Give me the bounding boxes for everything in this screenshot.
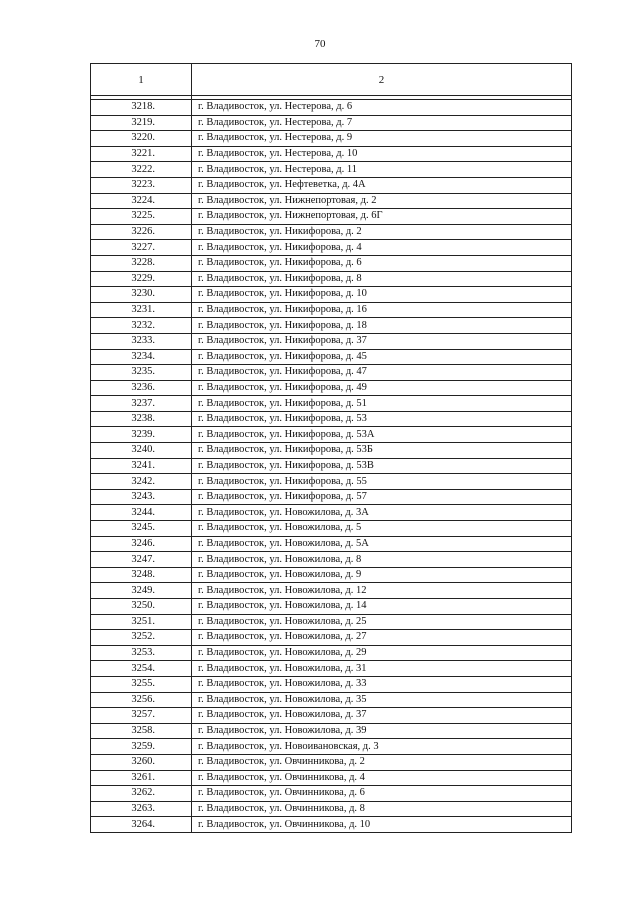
row-number-cell: 3263. (91, 801, 192, 817)
address-cell: г. Владивосток, ул. Овчинникова, д. 2 (192, 754, 572, 770)
table-row (91, 193, 572, 209)
row-number-cell: 3244. (91, 505, 192, 521)
table-row (91, 396, 572, 412)
table-row (91, 380, 572, 396)
address-cell: г. Владивосток, ул. Новожилова, д. 27 (192, 630, 572, 646)
table-row (91, 770, 572, 786)
address-cell: г. Владивосток, ул. Никифорова, д. 18 (192, 318, 572, 334)
row-number-cell: 3232. (91, 318, 192, 334)
address-cell: г. Владивосток, ул. Овчинникова, д. 8 (192, 801, 572, 817)
address-cell: г. Владивосток, ул. Никифорова, д. 37 (192, 333, 572, 349)
table-row (91, 365, 572, 381)
address-cell: г. Владивосток, ул. Никифорова, д. 47 (192, 365, 572, 381)
address-cell: г. Владивосток, ул. Нестерова, д. 7 (192, 115, 572, 131)
address-cell: г. Владивосток, ул. Никифорова, д. 45 (192, 349, 572, 365)
address-cell: г. Владивосток, ул. Никифорова, д. 53 (192, 411, 572, 427)
table-row (91, 224, 572, 240)
column-header-number: 1 (91, 64, 192, 96)
table-row (91, 333, 572, 349)
address-cell: г. Владивосток, ул. Новожилова, д. 8 (192, 552, 572, 568)
table-row (91, 411, 572, 427)
row-number-cell: 3230. (91, 287, 192, 303)
table-row (91, 302, 572, 318)
table-row (91, 474, 572, 490)
header-row (91, 64, 572, 96)
address-cell: г. Владивосток, ул. Никифорова, д. 53А (192, 427, 572, 443)
row-number-cell: 3254. (91, 661, 192, 677)
page-number: 70 (314, 38, 326, 50)
row-number-cell: 3249. (91, 583, 192, 599)
row-number-cell: 3261. (91, 770, 192, 786)
address-cell: г. Владивосток, ул. Никифорова, д. 2 (192, 224, 572, 240)
row-number-cell: 3264. (91, 817, 192, 833)
row-number-cell: 3219. (91, 115, 192, 131)
table-row (91, 754, 572, 770)
address-cell: г. Владивосток, ул. Новожилова, д. 31 (192, 661, 572, 677)
address-cell: г. Владивосток, ул. Никифорова, д. 49 (192, 380, 572, 396)
row-number-cell: 3257. (91, 708, 192, 724)
table-row (91, 489, 572, 505)
row-number-cell: 3255. (91, 676, 192, 692)
address-cell: г. Владивосток, ул. Никифорова, д. 55 (192, 474, 572, 490)
row-number-cell: 3240. (91, 443, 192, 459)
table-row (91, 349, 572, 365)
row-number-cell: 3231. (91, 302, 192, 318)
table-row (91, 661, 572, 677)
address-cell: г. Владивосток, ул. Новожилова, д. 14 (192, 599, 572, 615)
table-row (91, 599, 572, 615)
table-row (91, 692, 572, 708)
row-number-cell: 3236. (91, 380, 192, 396)
row-number-cell: 3250. (91, 599, 192, 615)
row-number-cell: 3223. (91, 177, 192, 193)
address-cell: г. Владивосток, ул. Новожилова, д. 39 (192, 723, 572, 739)
row-number-cell: 3252. (91, 630, 192, 646)
table-row (91, 739, 572, 755)
row-number-cell: 3251. (91, 614, 192, 630)
row-number-cell: 3246. (91, 536, 192, 552)
table-row (91, 255, 572, 271)
table-row (91, 146, 572, 162)
address-cell: г. Владивосток, ул. Новожилова, д. 5А (192, 536, 572, 552)
row-number-cell: 3229. (91, 271, 192, 287)
address-cell: г. Владивосток, ул. Новоивановская, д. 3 (192, 739, 572, 755)
row-number-cell: 3226. (91, 224, 192, 240)
table-row (91, 162, 572, 178)
table-row (91, 131, 572, 147)
row-number-cell: 3260. (91, 754, 192, 770)
row-number-cell: 3228. (91, 255, 192, 271)
address-cell: г. Владивосток, ул. Нестерова, д. 11 (192, 162, 572, 178)
table-row (91, 552, 572, 568)
table-row (91, 287, 572, 303)
row-number-cell: 3221. (91, 146, 192, 162)
row-number-cell: 3234. (91, 349, 192, 365)
row-number-cell: 3247. (91, 552, 192, 568)
table-row (91, 271, 572, 287)
table-row (91, 786, 572, 802)
address-cell: г. Владивосток, ул. Новожилова, д. 35 (192, 692, 572, 708)
address-cell: г. Владивосток, ул. Нижнепортовая, д. 6Г (192, 209, 572, 225)
address-cell: г. Владивосток, ул. Никифорова, д. 4 (192, 240, 572, 256)
address-cell: г. Владивосток, ул. Новожилова, д. 37 (192, 708, 572, 724)
row-number-cell: 3242. (91, 474, 192, 490)
address-cell: г. Владивосток, ул. Нестерова, д. 10 (192, 146, 572, 162)
row-number-cell: 3258. (91, 723, 192, 739)
table-row (91, 817, 572, 833)
address-cell: г. Владивосток, ул. Новожилова, д. 12 (192, 583, 572, 599)
address-cell: г. Владивосток, ул. Овчинникова, д. 4 (192, 770, 572, 786)
row-number-cell: 3237. (91, 396, 192, 412)
table-row (91, 676, 572, 692)
row-number-cell: 3253. (91, 645, 192, 661)
row-number-cell: 3220. (91, 131, 192, 147)
row-number-cell: 3259. (91, 739, 192, 755)
address-cell: г. Владивосток, ул. Никифорова, д. 16 (192, 302, 572, 318)
address-cell: г. Владивосток, ул. Новожилова, д. 5 (192, 521, 572, 537)
row-number-cell: 3233. (91, 333, 192, 349)
row-number-cell: 3227. (91, 240, 192, 256)
address-cell: г. Владивосток, ул. Никифорова, д. 6 (192, 255, 572, 271)
address-cell: г. Владивосток, ул. Никифорова, д. 8 (192, 271, 572, 287)
table-row (91, 645, 572, 661)
table-row (91, 630, 572, 646)
row-number-cell: 3222. (91, 162, 192, 178)
address-cell: г. Владивосток, ул. Новожилова, д. 3А (192, 505, 572, 521)
table-row (91, 443, 572, 459)
table-row (91, 177, 572, 193)
address-cell: г. Владивосток, ул. Никифорова, д. 57 (192, 489, 572, 505)
address-cell: г. Владивосток, ул. Новожилова, д. 25 (192, 614, 572, 630)
table-row (91, 505, 572, 521)
address-cell: г. Владивосток, ул. Овчинникова, д. 10 (192, 817, 572, 833)
address-cell: г. Владивосток, ул. Никифорова, д. 53В (192, 458, 572, 474)
row-number-cell: 3218. (91, 100, 192, 116)
address-cell: г. Владивосток, ул. Нефтеветкa, д. 4А (192, 177, 572, 193)
table-row (91, 100, 572, 116)
table-row (91, 801, 572, 817)
table-row (91, 318, 572, 334)
table-row (91, 521, 572, 537)
table-row (91, 115, 572, 131)
row-number-cell: 3238. (91, 411, 192, 427)
table-row (91, 723, 572, 739)
table-row (91, 427, 572, 443)
row-number-cell: 3243. (91, 489, 192, 505)
address-cell: г. Владивосток, ул. Нестерова, д. 6 (192, 100, 572, 116)
column-header-address: 2 (192, 64, 572, 96)
row-number-cell: 3241. (91, 458, 192, 474)
row-number-cell: 3235. (91, 365, 192, 381)
table-row (91, 614, 572, 630)
address-cell: г. Владивосток, ул. Новожилова, д. 29 (192, 645, 572, 661)
address-cell: г. Владивосток, ул. Никифорова, д. 51 (192, 396, 572, 412)
row-number-cell: 3256. (91, 692, 192, 708)
address-cell: г. Владивосток, ул. Овчинникова, д. 6 (192, 786, 572, 802)
address-table (90, 63, 572, 833)
row-number-cell: 3225. (91, 209, 192, 225)
table-row (91, 458, 572, 474)
row-number-cell: 3248. (91, 567, 192, 583)
address-cell: г. Владивосток, ул. Новожилова, д. 9 (192, 567, 572, 583)
table-row (91, 583, 572, 599)
row-number-cell: 3262. (91, 786, 192, 802)
address-cell: г. Владивосток, ул. Нижнепортовая, д. 2 (192, 193, 572, 209)
row-number-cell: 3224. (91, 193, 192, 209)
address-cell: г. Владивосток, ул. Нестерова, д. 9 (192, 131, 572, 147)
table-row (91, 536, 572, 552)
address-cell: г. Владивосток, ул. Новожилова, д. 33 (192, 676, 572, 692)
address-cell: г. Владивосток, ул. Никифорова, д. 53Б (192, 443, 572, 459)
table-row (91, 240, 572, 256)
row-number-cell: 3245. (91, 521, 192, 537)
table-row (91, 708, 572, 724)
row-number-cell: 3239. (91, 427, 192, 443)
table-body (91, 100, 572, 833)
table-row (91, 209, 572, 225)
table-row (91, 567, 572, 583)
address-cell: г. Владивосток, ул. Никифорова, д. 10 (192, 287, 572, 303)
